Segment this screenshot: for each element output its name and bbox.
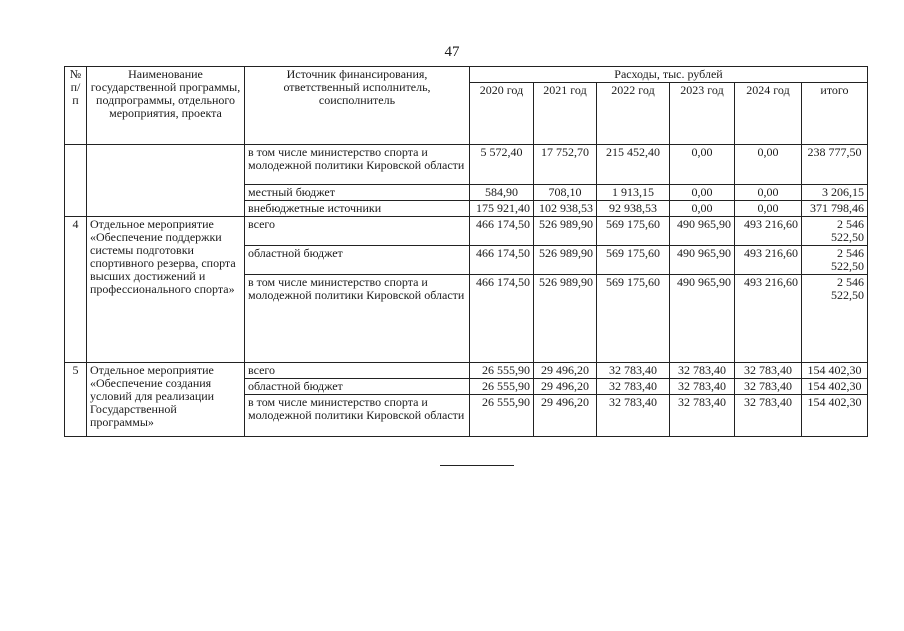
value-cell: 493 216,60 (735, 217, 802, 246)
value-cell: 0,00 (735, 145, 802, 185)
value-cell: 0,00 (735, 201, 802, 217)
value-cell: 26 555,90 (470, 363, 534, 379)
value-cell: 0,00 (670, 145, 735, 185)
header-source: Источник финансирования, ответственный исполнитель, соисполнитель (245, 67, 470, 145)
value-cell: 0,00 (670, 201, 735, 217)
source-cell: внебюджетные источники (245, 201, 470, 217)
value-cell: 238 777,50 (802, 145, 868, 185)
value-cell: 708,10 (534, 185, 597, 201)
source-cell: в том числе министерство спорта и молодежной политики Кировской области (245, 275, 470, 363)
value-cell: 2 546 522,50 (802, 246, 868, 275)
name-cell: Отдельное мероприятие «Обеспечение создания условий для реализации Государственной программы» (87, 363, 245, 437)
value-cell: 2 546 522,50 (802, 275, 868, 363)
value-cell: 32 783,40 (735, 363, 802, 379)
source-cell: областной бюджет (245, 246, 470, 275)
value-cell: 2 546 522,50 (802, 217, 868, 246)
value-cell: 490 965,90 (670, 246, 735, 275)
value-cell: 490 965,90 (670, 217, 735, 246)
source-cell: в том числе министерство спорта и молодежной политики Кировской области (245, 395, 470, 437)
value-cell: 526 989,90 (534, 217, 597, 246)
value-cell: 526 989,90 (534, 275, 597, 363)
value-cell: 490 965,90 (670, 275, 735, 363)
footer-divider (440, 465, 514, 466)
value-cell: 0,00 (735, 185, 802, 201)
value-cell: 32 783,40 (597, 395, 670, 437)
budget-table (64, 66, 868, 437)
value-cell: 154 402,30 (802, 395, 868, 437)
value-cell: 526 989,90 (534, 246, 597, 275)
value-cell: 26 555,90 (470, 379, 534, 395)
value-cell: 3 206,15 (802, 185, 868, 201)
header-total: итого (802, 83, 868, 145)
value-cell: 32 783,40 (735, 379, 802, 395)
source-cell: местный бюджет (245, 185, 470, 201)
value-cell: 32 783,40 (670, 395, 735, 437)
header-year-2020: 2020 год (470, 83, 534, 145)
header-expenses: Расходы, тыс. рублей (470, 67, 868, 83)
header-year-2022: 2022 год (597, 83, 670, 145)
value-cell: 466 174,50 (470, 217, 534, 246)
source-cell: всего (245, 217, 470, 246)
header-year-2021: 2021 год (534, 83, 597, 145)
name-cell (87, 145, 245, 217)
value-cell: 29 496,20 (534, 395, 597, 437)
table-row (65, 363, 868, 379)
value-cell: 29 496,20 (534, 379, 597, 395)
value-cell: 29 496,20 (534, 363, 597, 379)
source-cell: всего (245, 363, 470, 379)
value-cell: 102 938,53 (534, 201, 597, 217)
header-num: № п/п (65, 67, 87, 145)
value-cell: 32 783,40 (670, 379, 735, 395)
table-row (65, 217, 868, 246)
header-year-2024: 2024 год (735, 83, 802, 145)
header-name: Наименование государственной программы, подпрограммы, отдельного мероприятия, проекта (87, 67, 245, 145)
source-cell: областной бюджет (245, 379, 470, 395)
value-cell: 584,90 (470, 185, 534, 201)
header-year-2023: 2023 год (670, 83, 735, 145)
value-cell: 569 175,60 (597, 217, 670, 246)
table-row (65, 145, 868, 185)
num-cell: 4 (65, 217, 87, 363)
value-cell: 175 921,40 (470, 201, 534, 217)
value-cell: 569 175,60 (597, 275, 670, 363)
name-cell: Отдельное мероприятие «Обеспечение поддержки системы подготовки спортивного резерва, спорта высших достижений и профессионального спорта» (87, 217, 245, 363)
num-cell (65, 145, 87, 217)
value-cell: 1 913,15 (597, 185, 670, 201)
value-cell: 32 783,40 (597, 363, 670, 379)
value-cell: 32 783,40 (670, 363, 735, 379)
value-cell: 92 938,53 (597, 201, 670, 217)
page-number: 47 (444, 44, 460, 60)
value-cell: 154 402,30 (802, 379, 868, 395)
value-cell: 215 452,40 (597, 145, 670, 185)
value-cell: 493 216,60 (735, 275, 802, 363)
value-cell: 569 175,60 (597, 246, 670, 275)
value-cell: 154 402,30 (802, 363, 868, 379)
value-cell: 466 174,50 (470, 275, 534, 363)
value-cell: 371 798,46 (802, 201, 868, 217)
value-cell: 493 216,60 (735, 246, 802, 275)
num-cell: 5 (65, 363, 87, 437)
value-cell: 32 783,40 (735, 395, 802, 437)
value-cell: 5 572,40 (470, 145, 534, 185)
value-cell: 32 783,40 (597, 379, 670, 395)
value-cell: 17 752,70 (534, 145, 597, 185)
value-cell: 0,00 (670, 185, 735, 201)
source-cell: в том числе министерство спорта и молодежной политики Кировской области (245, 145, 470, 185)
value-cell: 26 555,90 (470, 395, 534, 437)
value-cell: 466 174,50 (470, 246, 534, 275)
